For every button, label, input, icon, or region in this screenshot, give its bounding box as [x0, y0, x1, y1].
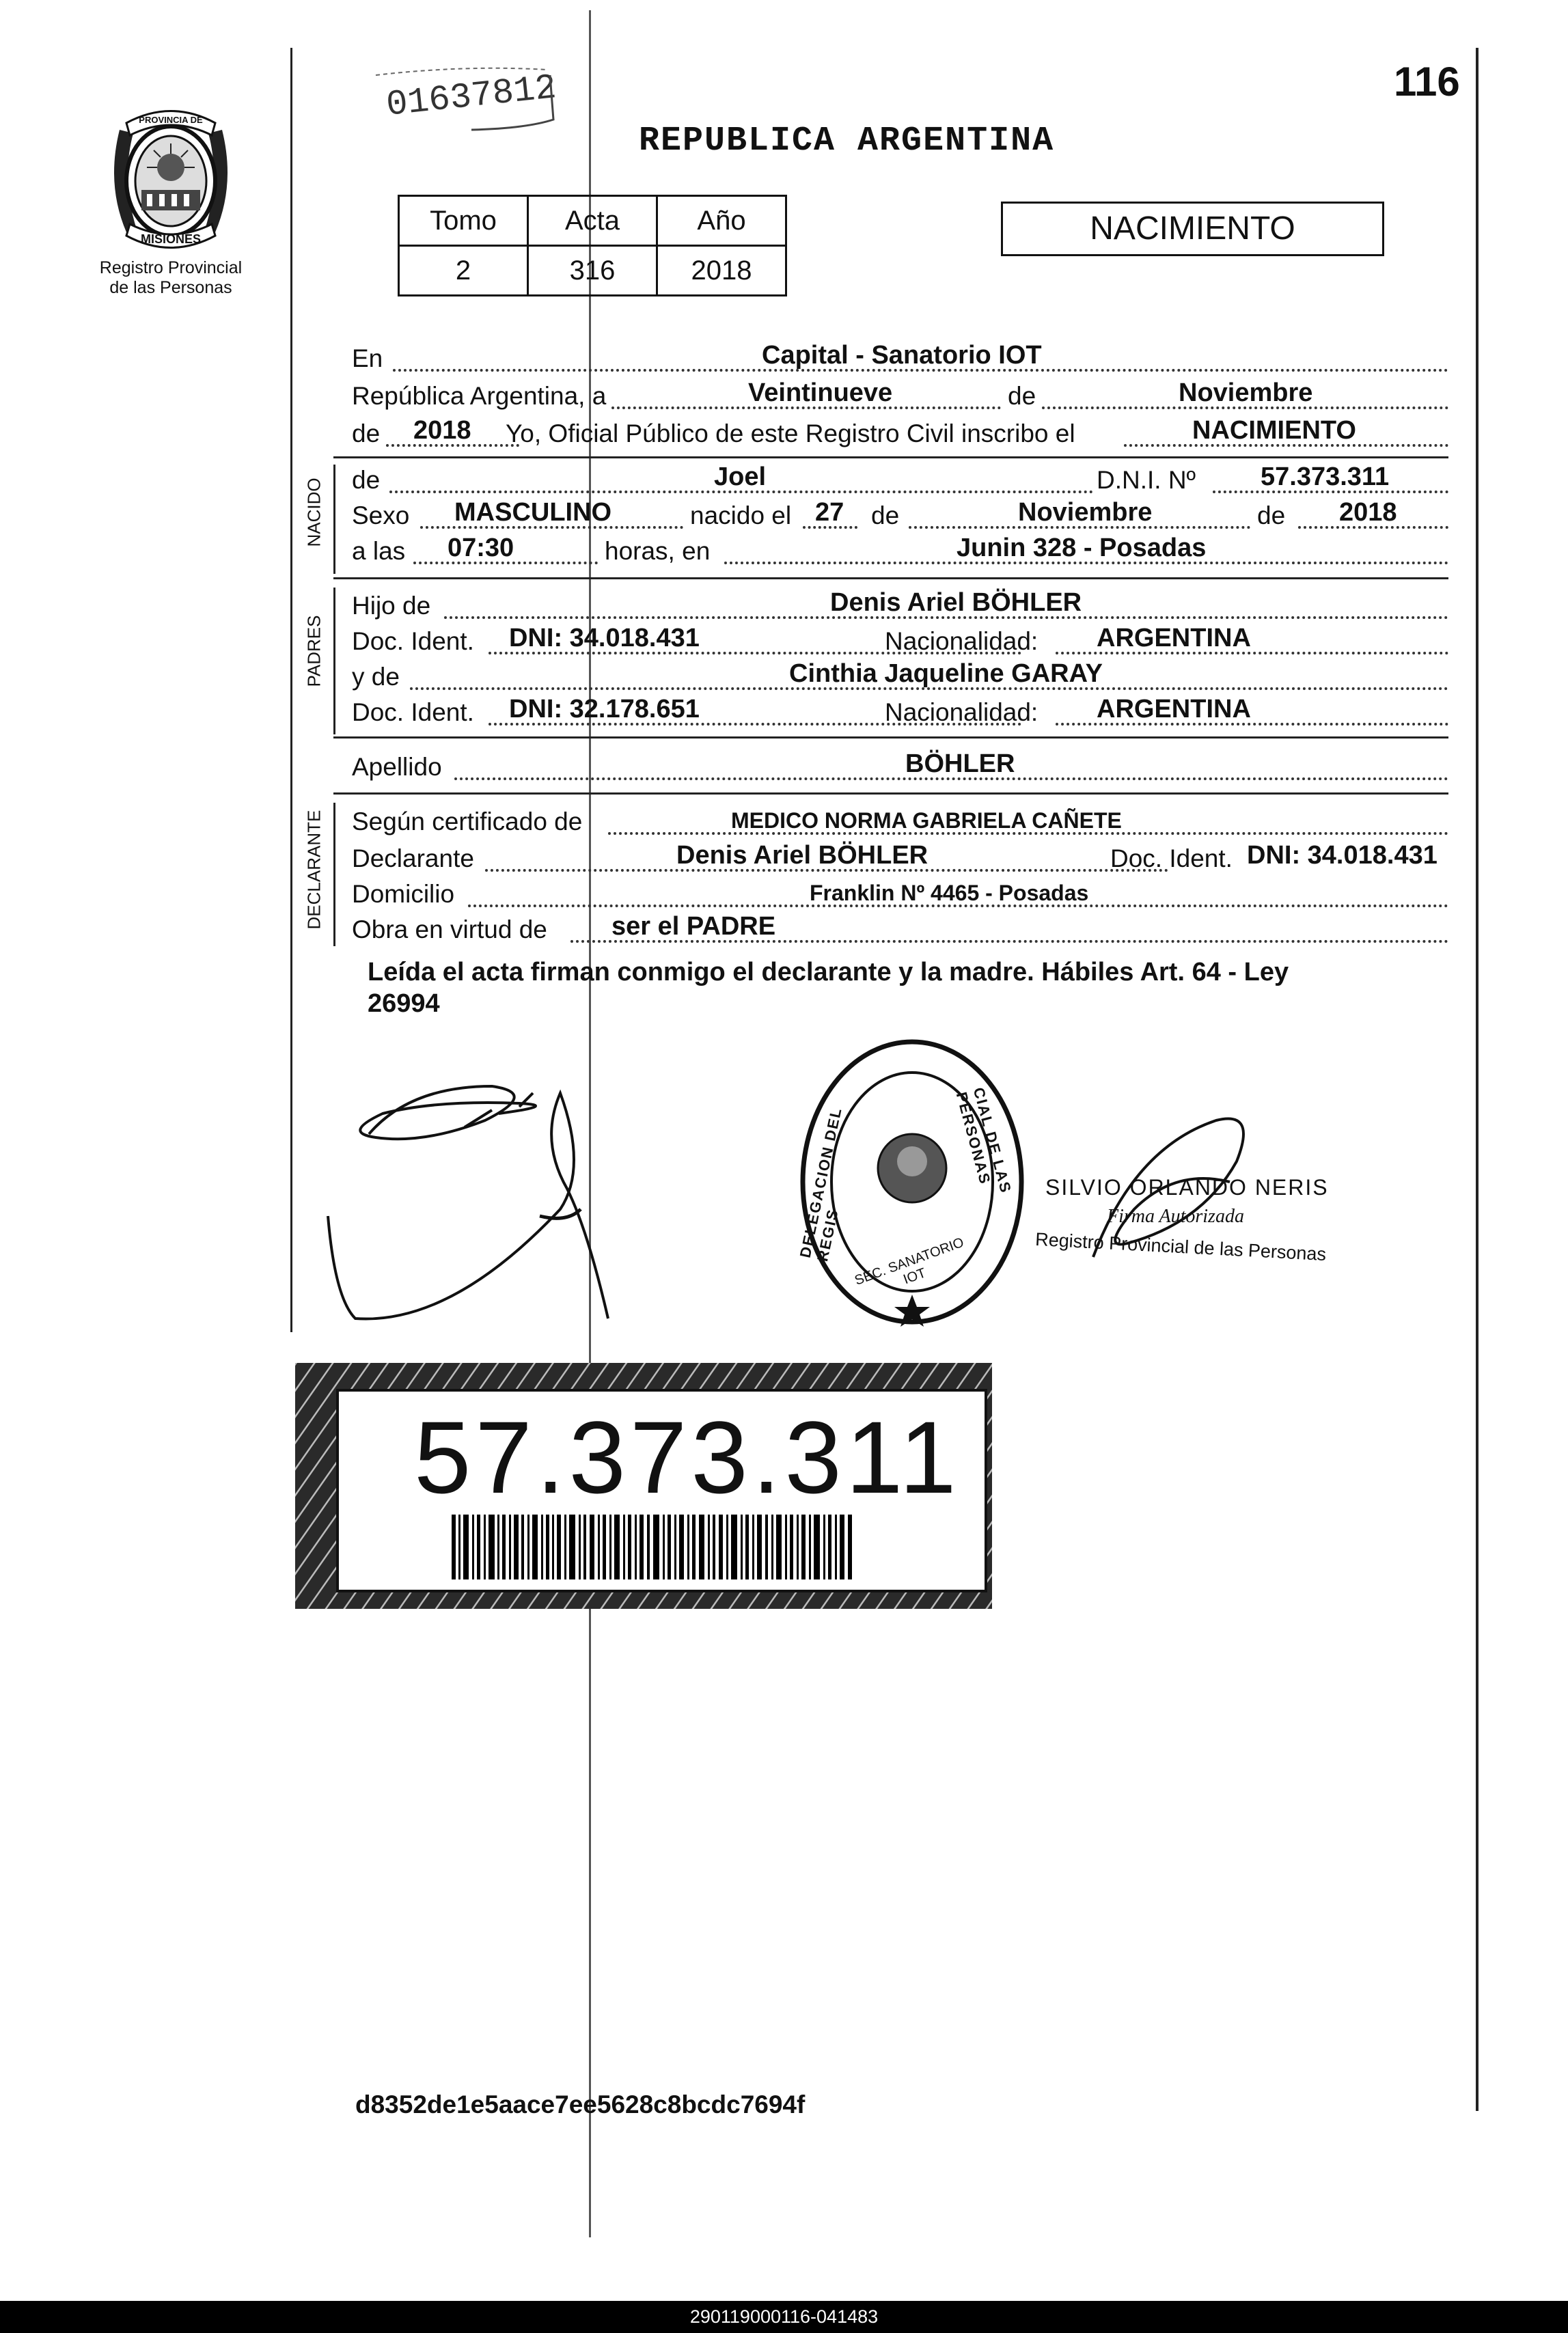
label-sexo: Sexo: [352, 501, 410, 529]
table-header-tomo: Tomo: [399, 196, 528, 246]
logo-caption-line2: de las Personas: [109, 278, 232, 297]
page-title: REPUBLICA ARGENTINA: [639, 122, 1055, 161]
value-declarante: Denis Ariel BÖHLER: [676, 841, 929, 870]
separator-line: [333, 736, 1448, 738]
value-mother-doc: DNI: 32.178.651: [509, 695, 700, 723]
table-header-acta: Acta: [528, 196, 657, 246]
row-hora: [352, 534, 1448, 568]
serial-number-stamp: [362, 61, 560, 137]
barcode-icon: [452, 1515, 855, 1579]
label-dni: D.N.I. Nº: [1097, 466, 1196, 494]
label-hijo-de: Hijo de: [352, 592, 431, 620]
row-segun: [352, 805, 1448, 839]
document-hash: d8352de1e5aace7ee5628c8bcdc7694f: [355, 2090, 806, 2118]
value-birth-day: 27: [815, 498, 844, 527]
record-type-box: NACIMIENTO: [1001, 202, 1384, 256]
label-de: de: [1008, 382, 1036, 410]
province-logo: [99, 102, 243, 260]
label-a-las: a las: [352, 537, 406, 565]
value-year: 2018: [413, 416, 471, 445]
value-father-doc: DNI: 34.018.431: [509, 624, 700, 652]
label-oficial: Yo, Oficial Público de este Registro Civil inscribo el: [506, 419, 1075, 447]
sticker-inner: [336, 1389, 987, 1592]
table-value-anio: 2018: [657, 246, 786, 296]
separator-line: [333, 792, 1448, 795]
separator-line: [333, 577, 1448, 579]
value-day: Veintinueve: [748, 378, 893, 407]
stamp-inner-text: SEC. SANATORIO IOT: [853, 1234, 966, 1288]
stamp-ring-right: CIAL DE LAS PERSONAS: [952, 1086, 1015, 1196]
row-date: [352, 379, 1448, 413]
label-doc-ident: Doc. Ident.: [352, 698, 474, 726]
left-margin-line: [290, 48, 292, 1332]
table-value-tomo: 2: [399, 246, 528, 296]
logo-caption: [65, 258, 277, 298]
section-label-padres: PADRES: [303, 615, 325, 687]
stamp-ring-left: DELEGACION DEL REGIS: [796, 1105, 845, 1263]
seal-bottom-text: MISIONES: [140, 232, 201, 246]
row-sexo: [352, 499, 1448, 533]
value-certificado: MEDICO NORMA GABRIELA CAÑETE: [731, 808, 1122, 833]
value-sexo: MASCULINO: [454, 498, 612, 527]
value-birth-year: 2018: [1339, 498, 1397, 527]
label-declarante-doc: Doc. Ident.: [1110, 844, 1233, 872]
serial-number: 01637812: [384, 68, 559, 126]
label-en: En: [352, 344, 383, 372]
label-de-name: de: [352, 466, 381, 494]
label-nacido-el: nacido el: [690, 501, 792, 529]
closing-line2: 26994: [368, 989, 440, 1018]
section-label-declarante: DECLARANTE: [303, 810, 325, 930]
value-obra: ser el PADRE: [611, 912, 776, 941]
row-domicilio: [352, 877, 1448, 911]
row-oficial: [352, 417, 1448, 451]
value-mother-nationality: ARGENTINA: [1097, 695, 1251, 723]
label-y-de: y de: [352, 663, 400, 691]
value-father-nationality: ARGENTINA: [1097, 624, 1251, 652]
value-declarante-doc: DNI: 34.018.431: [1247, 841, 1438, 870]
barcode-sticker: [295, 1363, 992, 1609]
value-child-name: Joel: [714, 463, 767, 491]
label-republica: República Argentina, a: [352, 382, 607, 410]
serial-border-icon: [362, 61, 560, 137]
label-declarante: Declarante: [352, 844, 474, 872]
label-birth-de2: de: [1257, 501, 1286, 529]
label-horas-en: horas, en: [605, 537, 711, 565]
footer-bar: [0, 2301, 1568, 2333]
label-de-year: de: [352, 419, 381, 447]
value-birth-month: Noviembre: [1018, 498, 1153, 527]
row-y-de: [352, 660, 1448, 694]
closing-line1: Leída el acta firman conmigo el declarante y la madre. Hábiles Art. 64 - Ley: [368, 958, 1289, 986]
value-mother-name: Cinthia Jaqueline GARAY: [789, 659, 1103, 688]
row-father-doc: [352, 624, 1448, 659]
value-month: Noviembre: [1179, 378, 1313, 407]
nacido-bracket: [333, 465, 335, 574]
row-hijo-de: [352, 589, 1448, 623]
official-office: Registro Provincial de las Personas: [1034, 1228, 1327, 1265]
row-obra: [352, 913, 1448, 947]
row-en: [352, 342, 1448, 376]
right-margin-line: [1476, 48, 1478, 2111]
label-doc-ident: Doc. Ident.: [352, 627, 474, 655]
value-place-of-record: Capital - Sanatorio IOT: [762, 341, 1042, 370]
table-header-anio: Año: [657, 196, 786, 246]
value-apellido: BÖHLER: [905, 749, 1015, 778]
closing-statement: [368, 956, 1461, 1019]
value-hour: 07:30: [448, 534, 514, 562]
value-birth-place: Junin 328 - Posadas: [957, 534, 1207, 562]
label-obra: Obra en virtud de: [352, 915, 547, 943]
value-domicilio: Franklin Nº 4465 - Posadas: [810, 881, 1089, 905]
row-declarante: [352, 842, 1448, 876]
record-table: [398, 195, 787, 296]
value-inscribo: NACIMIENTO: [1192, 416, 1356, 445]
footer-code: 290119000116-041483: [689, 2306, 879, 2327]
separator-line: [333, 456, 1448, 458]
label-birth-de1: de: [871, 501, 900, 529]
section-label-nacido: NACIDO: [303, 478, 325, 547]
logo-caption-line1: Registro Provincial: [99, 258, 243, 277]
label-apellido: Apellido: [352, 753, 442, 781]
row-apellido: [352, 750, 1448, 784]
row-nacido-name: [352, 463, 1448, 497]
official-role: Firma Autorizada: [1107, 1206, 1244, 1227]
padres-bracket: [333, 588, 335, 734]
declarante-bracket: [333, 803, 335, 946]
label-nacionalidad: Nacionalidad:: [885, 698, 1039, 726]
sticker-number: 57.373.311: [414, 1400, 961, 1515]
page-number: 116: [1394, 59, 1460, 105]
seal-top-text: PROVINCIA DE: [139, 115, 203, 125]
table-value-acta: 316: [528, 246, 657, 296]
official-name: SILVIO ORLANDO NERIS: [1045, 1175, 1329, 1200]
official-stamp: [796, 1035, 1028, 1329]
label-domicilio: Domicilio: [352, 880, 455, 908]
value-father-name: Denis Ariel BÖHLER: [830, 588, 1082, 617]
label-nacionalidad: Nacionalidad:: [885, 627, 1039, 655]
label-segun: Según certificado de: [352, 807, 583, 836]
row-mother-doc: [352, 695, 1448, 730]
declarant-signature-icon: [314, 1052, 697, 1339]
value-dni: 57.373.311: [1261, 463, 1390, 491]
